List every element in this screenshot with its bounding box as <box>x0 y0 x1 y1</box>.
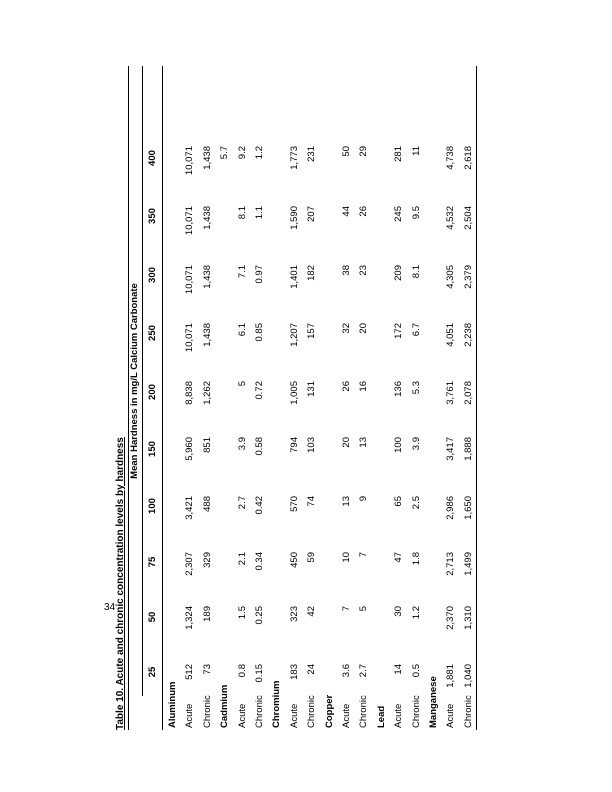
table-cell: 1,650 <box>462 496 474 520</box>
table-cell: 1,590 <box>288 206 300 230</box>
table-cell: 1,040 <box>462 664 474 688</box>
table-cell: 23 <box>357 265 369 276</box>
column-header: 25 <box>146 666 158 678</box>
table-cell: 24 <box>305 664 317 675</box>
row-label: Acute <box>236 703 248 728</box>
table-cell: 0.72 <box>253 381 265 400</box>
table-cell: 6.1 <box>236 323 248 337</box>
table-cell: 2,238 <box>462 323 474 347</box>
table-cell: 0.25 <box>253 606 265 625</box>
metal-group-label: Manganese <box>427 676 439 728</box>
table-cell: 172 <box>392 323 404 339</box>
table-cell: 5 <box>357 606 369 612</box>
table-cell: 20 <box>340 437 352 448</box>
table-cell: 231 <box>305 146 317 162</box>
table-cell: 0.15 <box>253 664 265 683</box>
table-cell: 2,618 <box>462 146 474 170</box>
table-cell: 13 <box>357 437 369 448</box>
table-cell: 0.34 <box>253 552 265 571</box>
table-cell: 3,421 <box>183 496 195 520</box>
table-cell: 1,499 <box>462 552 474 576</box>
table-cell: 3,761 <box>444 381 456 405</box>
table-cell: 8.1 <box>410 265 422 279</box>
column-header: 400 <box>146 150 158 166</box>
table-cell: 5 <box>236 381 248 387</box>
column-header: 150 <box>146 441 158 457</box>
row-label: Chronic <box>305 695 317 728</box>
table-cell: 329 <box>201 552 213 568</box>
table-cell: 10 <box>340 552 352 563</box>
table-cell: 10,071 <box>183 323 195 353</box>
table-cell: 1,262 <box>201 381 213 405</box>
table-cell: 10,071 <box>183 265 195 295</box>
table-cell: 47 <box>392 552 404 563</box>
table-cell: 570 <box>288 496 300 512</box>
table-cell: 42 <box>305 606 317 617</box>
column-header: 50 <box>146 611 158 623</box>
table-cell: 9 <box>357 496 369 502</box>
page-number: 34 <box>104 602 116 613</box>
table-cell: 4,051 <box>444 323 456 347</box>
table-cell: 189 <box>201 606 213 622</box>
super-header-rule <box>142 66 143 696</box>
row-label: Chronic <box>253 695 265 728</box>
table-cell: 0.42 <box>253 496 265 515</box>
column-header: 250 <box>146 325 158 341</box>
table-cell: 5,960 <box>183 437 195 461</box>
row-label: Chronic <box>201 695 213 728</box>
table-cell: 26 <box>340 381 352 392</box>
metal-group-label: Aluminum <box>166 681 178 728</box>
table-cell: 1,888 <box>462 437 474 461</box>
table-cell: 9.2 <box>236 146 248 160</box>
table-cell: 30 <box>392 606 404 617</box>
table-cell: 73 <box>201 664 213 675</box>
table-cell: 794 <box>288 437 300 453</box>
table-cell: 3.9 <box>236 437 248 451</box>
table-cell: 1,881 <box>444 664 456 688</box>
table-cell: 0.97 <box>253 265 265 284</box>
table-cell: 20 <box>357 323 369 334</box>
table-cell: 29 <box>357 146 369 157</box>
table-cell: 3.9 <box>410 437 422 451</box>
table-cell: 2,078 <box>462 381 474 405</box>
table-cell: 1,773 <box>288 146 300 170</box>
table-cell: 1,324 <box>183 606 195 630</box>
table-cell: 0.58 <box>253 437 265 456</box>
table-cell: 2,370 <box>444 606 456 630</box>
table-cell: 6.7 <box>410 323 422 337</box>
table-cell: 7 <box>340 606 352 612</box>
table-cell: 245 <box>392 206 404 222</box>
table-cell: 281 <box>392 146 404 162</box>
column-header: 350 <box>146 208 158 224</box>
table-cell: 1.8 <box>410 552 422 566</box>
table-cell: 8.1 <box>236 206 248 220</box>
table-cell: 131 <box>305 381 317 397</box>
table-cell: 851 <box>201 437 213 453</box>
table-cell: 8,838 <box>183 381 195 405</box>
table-cell: 512 <box>183 664 195 680</box>
table-cell: 103 <box>305 437 317 453</box>
table-cell: 1,438 <box>201 265 213 289</box>
table-cell: 323 <box>288 606 300 622</box>
table-cell: 74 <box>305 496 317 507</box>
table-cell: 1,438 <box>201 206 213 230</box>
column-header: 300 <box>146 267 158 283</box>
table-cell: 2.7 <box>236 496 248 510</box>
table-cell: 7.1 <box>236 265 248 279</box>
table-cell: 1.1 <box>253 206 265 220</box>
table-cell: 11 <box>410 146 422 156</box>
table-cell: 450 <box>288 552 300 568</box>
table-cell: 4,532 <box>444 206 456 230</box>
table-cell: 1,005 <box>288 381 300 405</box>
metal-group-label: Copper <box>323 694 335 728</box>
table-cell: 1.2 <box>253 146 265 160</box>
row-label: Acute <box>288 703 300 728</box>
table-cell: 4,305 <box>444 265 456 289</box>
table-cell: 157 <box>305 323 317 339</box>
table-cell: 0.5 <box>410 664 422 678</box>
table-cell: 1,207 <box>288 323 300 347</box>
table-cell: 2,986 <box>444 496 456 520</box>
table-cell: 2,307 <box>183 552 195 576</box>
table-cell: 488 <box>201 496 213 512</box>
metal-group-label: Chromium <box>270 680 282 728</box>
table-cell: 2,379 <box>462 265 474 289</box>
table-cell: 14 <box>392 664 404 675</box>
table-cell: 26 <box>357 206 369 217</box>
table-bottom-rule <box>476 66 477 730</box>
table-cell: 2.1 <box>236 552 248 566</box>
table-cell: 0.8 <box>236 664 248 678</box>
table-cell: 32 <box>340 323 352 334</box>
row-label: Acute <box>340 703 352 728</box>
table-cell: 50 <box>340 146 352 157</box>
row-label: Acute <box>392 703 404 728</box>
table-cell: 16 <box>357 381 369 392</box>
table-cell: 7 <box>357 552 369 558</box>
table-cell: 10,071 <box>183 206 195 236</box>
row-label: Acute <box>444 703 456 728</box>
table-cell: 44 <box>340 206 352 217</box>
table-cell: 182 <box>305 265 317 281</box>
table-cell: 2.5 <box>410 496 422 510</box>
table-cell: 65 <box>392 496 404 507</box>
table-cell: 3.6 <box>340 664 352 678</box>
table-cell: 4,738 <box>444 146 456 170</box>
table-cell: 1,310 <box>462 606 474 630</box>
column-header: 200 <box>146 384 158 400</box>
table-cell: 2.7 <box>357 664 369 678</box>
table-cell: 0.85 <box>253 323 265 342</box>
table-cell: 1.5 <box>236 606 248 620</box>
table-title: Table 10. Acute and chronic concentration levels by hardness <box>114 437 126 730</box>
table-cell: 2,713 <box>444 552 456 576</box>
table-cell: 1,438 <box>201 323 213 347</box>
table-cell: 5.3 <box>410 381 422 395</box>
table-cell: 13 <box>340 496 352 507</box>
row-label: Acute <box>183 703 195 728</box>
table-cell: 9.5 <box>410 206 422 220</box>
table-cell: 59 <box>305 552 317 563</box>
table-cell: 100 <box>392 437 404 453</box>
table-cell: 5.7 <box>218 146 230 160</box>
table-cell: 1,401 <box>288 265 300 289</box>
table-cell: 207 <box>305 206 317 222</box>
super-header: Mean Hardness in mg/L Calcium Carbonate <box>128 283 140 479</box>
column-header: 100 <box>146 498 158 514</box>
row-label: Chronic <box>357 695 369 728</box>
metal-group-label: Cadmium <box>218 684 230 728</box>
table-cell: 1,438 <box>201 146 213 170</box>
row-label: Chronic <box>410 695 422 728</box>
table-cell: 10,071 <box>183 146 195 176</box>
rotated-table <box>115 66 479 730</box>
table-cell: 183 <box>288 664 300 680</box>
table-cell: 3,417 <box>444 437 456 461</box>
row-label: Chronic <box>462 695 474 728</box>
table-cell: 1.2 <box>410 606 422 620</box>
table-cell: 209 <box>392 265 404 281</box>
metal-group-label: Lead <box>375 705 387 728</box>
table-cell: 136 <box>392 381 404 397</box>
column-header: 75 <box>146 556 158 568</box>
table-cell: 38 <box>340 265 352 276</box>
table-cell: 2,504 <box>462 206 474 230</box>
